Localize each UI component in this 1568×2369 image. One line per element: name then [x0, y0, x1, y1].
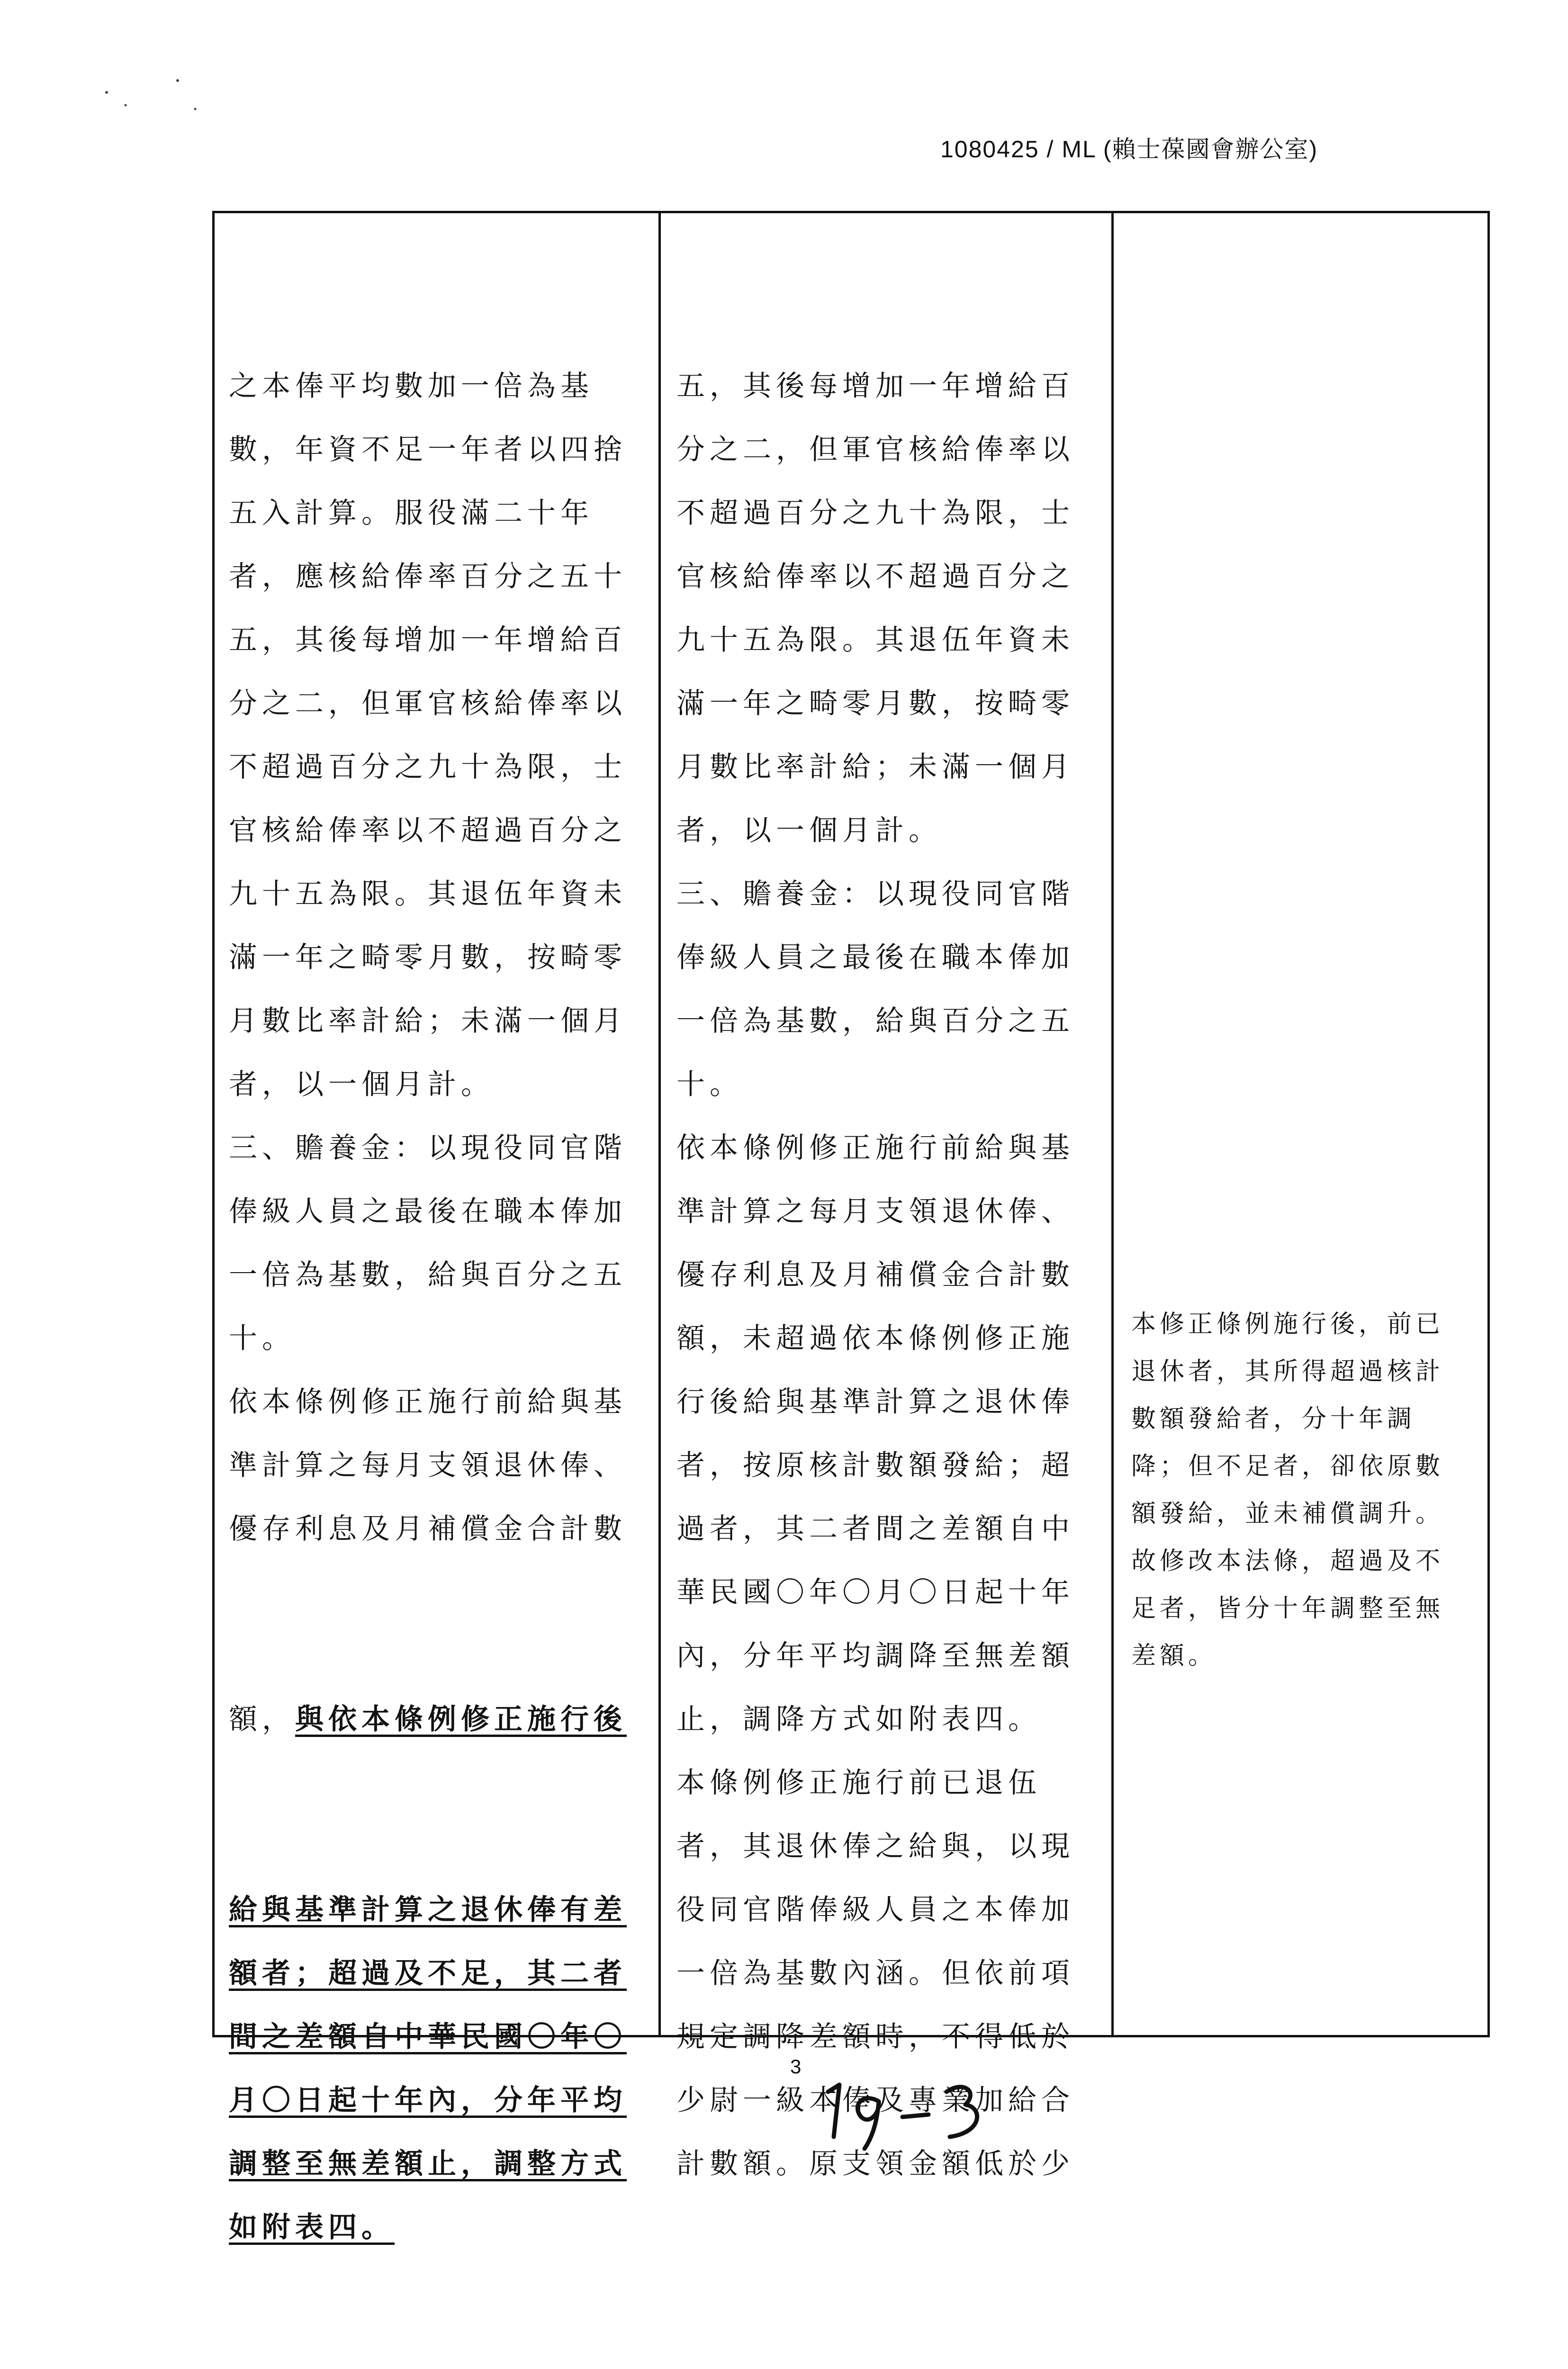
text-line: 止，調降方式如附表四。	[676, 1703, 1041, 1736]
text-line: 者，其退休俸之給與，以現	[676, 1830, 1074, 1863]
text-line: 足者，皆分十年調整至無	[1131, 1594, 1444, 1623]
text-line: 額，未超過依本條例修正施	[676, 1322, 1074, 1355]
amended-text-line: 調整至無差額止，調整方式	[229, 2147, 627, 2180]
handwritten-page-mark	[820, 2066, 1009, 2161]
text-line: 準計算之每月支領退休俸、	[229, 1449, 627, 1482]
text-line: 五，其後每增加一年增給百	[676, 370, 1074, 403]
text-line: 準計算之每月支領退休俸、	[676, 1195, 1074, 1228]
text-line: 官核給俸率以不超過百分之	[229, 814, 627, 847]
text-line: 規定調降差額時，不得低於	[676, 2020, 1074, 2053]
text-line: 優存利息及月補償金合計數	[676, 1258, 1074, 1292]
text-line: 額發給，並未補償調升。	[1131, 1500, 1444, 1528]
text-line: 行後給與基準計算之退休俸	[676, 1385, 1074, 1419]
text-line: 俸級人員之最後在職本俸加	[676, 941, 1074, 974]
text-line: 官核給俸率以不超過百分之	[676, 560, 1074, 593]
column-text	[229, 354, 655, 1561]
text-line: 三、贍養金：以現役同官階	[676, 877, 1074, 911]
text-line: 本修正條例施行後，前已	[1131, 1310, 1444, 1338]
text-line: 退休者，其所得超過核計	[1131, 1357, 1444, 1386]
table-column-proposed	[229, 227, 655, 2369]
text-line: 九十五為限。其退伍年資未	[676, 624, 1074, 657]
text-line: 之本俸平均數加一倍為基	[229, 370, 594, 403]
text-line: 月數比率計給；未滿一個月	[229, 1004, 627, 1038]
text-line: 者，以一個月計。	[229, 1068, 494, 1101]
text-line: 一倍為基數內涵。但依前項	[676, 1957, 1074, 1990]
amended-text-line: 給與基準計算之退休俸有差	[229, 1893, 627, 1926]
text-line: 分之二，但軍官核給俸率以	[229, 687, 627, 720]
scan-specks	[95, 71, 237, 118]
text-line: 故修改本法條，超過及不	[1131, 1547, 1444, 1575]
text-line: 華民國〇年〇月〇日起十年	[676, 1576, 1074, 1609]
text-line: 依本條例修正施行前給與基	[676, 1131, 1074, 1165]
amended-text-line: 間之差額自中華民國〇年〇	[229, 2020, 627, 2053]
table-column-current	[676, 227, 1108, 2323]
text-line: 優存利息及月補償金合計數	[229, 1512, 627, 1546]
text-line: 少尉一級本俸及專業加給合	[676, 2084, 1074, 2117]
text-line: 依本條例修正施行前給與基	[229, 1385, 627, 1419]
text-line: 五，其後每增加一年增給百	[229, 624, 627, 657]
text-line: 數額發給者，分十年調	[1131, 1405, 1416, 1433]
text-line: 不超過百分之九十為限，士	[676, 497, 1074, 530]
text-line: 者，以一個月計。	[676, 814, 942, 847]
text-line: 者，應核給俸率百分之五十	[229, 560, 627, 593]
text-line: 者，按原核計數額發給；超	[676, 1449, 1074, 1482]
text-line: 月數比率計給；未滿一個月	[676, 750, 1074, 784]
text-line-plain: 額，	[229, 1703, 295, 1736]
text-line: 降；但不足者，卻依原數	[1131, 1452, 1444, 1481]
text-line	[229, 1688, 655, 1751]
text-line: 九十五為限。其退伍年資未	[229, 877, 627, 911]
column-divider	[658, 213, 661, 2035]
amended-text-line: 月〇日起十年內，分年平均	[229, 2084, 627, 2117]
text-line: 役同官階俸級人員之本俸加	[676, 1893, 1074, 1926]
text-line: 三、贍養金：以現役同官階	[229, 1131, 627, 1165]
text-line: 過者，其二者間之差額自中	[676, 1512, 1074, 1546]
table-column-explanation	[1131, 1206, 1482, 1774]
text-line: 滿一年之畸零月數，按畸零	[229, 941, 627, 974]
text-line: 內，分年平均調降至無差額	[676, 1639, 1074, 1673]
amended-text-line: 額者；超過及不足，其二者	[229, 1957, 627, 1990]
document-header: 1080425 / ML (賴士葆國會辦公室)	[940, 136, 1318, 163]
text-line: 分之二，但軍官核給俸率以	[676, 433, 1074, 466]
amended-text: 與依本條例修正施行後	[295, 1703, 627, 1736]
text-line: 十。	[229, 1322, 295, 1355]
text-line: 本條例修正施行前已退伍	[676, 1766, 1041, 1799]
amended-text-line: 如附表四。	[229, 2211, 395, 2244]
amended-text-block	[229, 1878, 655, 2259]
text-line: 十。	[676, 1068, 743, 1101]
page-number: 3	[790, 2055, 802, 2078]
text-line: 一倍為基數，給與百分之五	[676, 1004, 1074, 1038]
text-line: 五入計算。服役滿二十年	[229, 497, 594, 530]
text-line: 計數額。原支領金額低於少	[676, 2147, 1074, 2180]
column-divider	[1111, 213, 1114, 2035]
text-line: 一倍為基數，給與百分之五	[229, 1258, 627, 1292]
text-line: 滿一年之畸零月數，按畸零	[676, 687, 1074, 720]
text-line: 數，年資不足一年者以四捨	[229, 433, 627, 466]
text-line: 差額。	[1131, 1642, 1217, 1670]
column-text	[1131, 1301, 1482, 1680]
text-line: 俸級人員之最後在職本俸加	[229, 1195, 627, 1228]
comparison-table	[212, 211, 1490, 2244]
text-line: 不超過百分之九十為限，士	[229, 750, 627, 784]
column-text	[676, 354, 1108, 2196]
